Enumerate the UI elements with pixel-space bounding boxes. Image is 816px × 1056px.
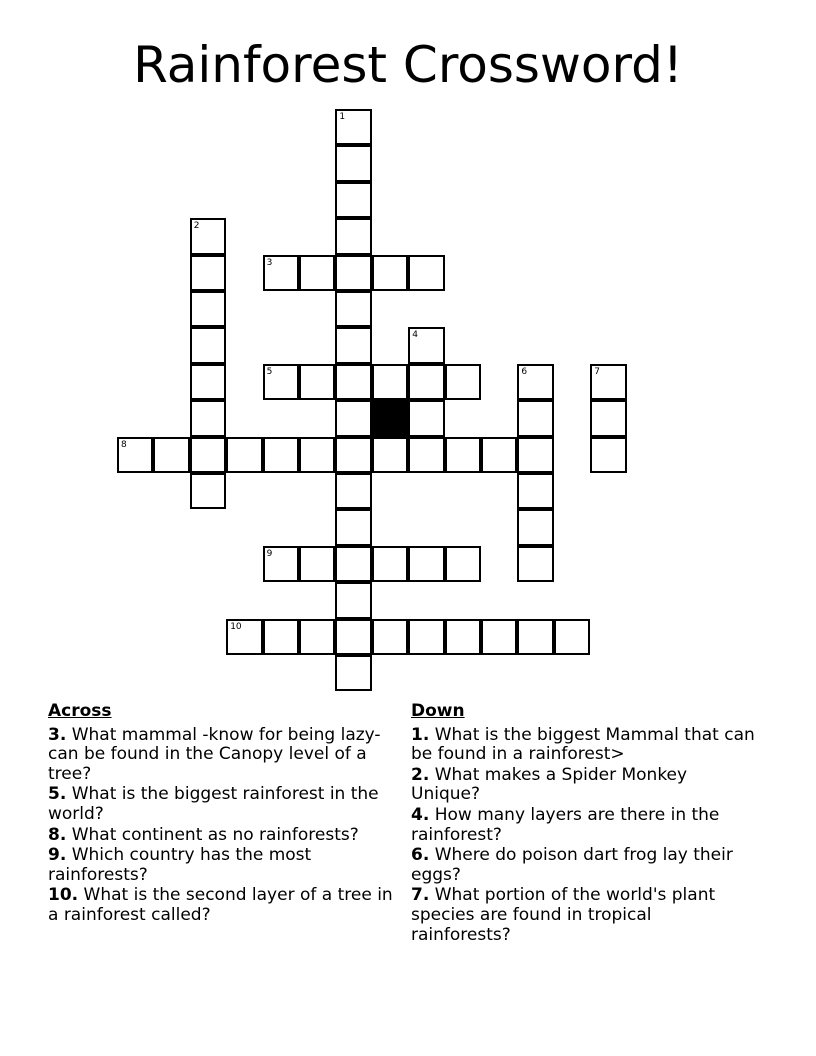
grid-cell[interactable] [190, 255, 226, 291]
grid-cell[interactable] [299, 437, 335, 473]
grid-cell[interactable] [263, 619, 299, 655]
grid-cell[interactable] [190, 437, 226, 473]
across-clue [48, 726, 393, 785]
grid-cell[interactable] [153, 437, 189, 473]
grid-cell[interactable] [445, 364, 481, 400]
grid-cell[interactable] [517, 400, 553, 436]
crossword-grid [117, 109, 627, 691]
down-clues [411, 702, 756, 946]
clue-text: Where do poison dart frog lay their eggs? [411, 845, 733, 885]
grid-cell[interactable] [226, 619, 262, 655]
clue-number-label: 10 [230, 621, 242, 632]
grid-cell[interactable] [335, 400, 371, 436]
grid-cell[interactable] [190, 364, 226, 400]
down-clue [411, 766, 756, 805]
grid-cell[interactable] [335, 582, 371, 618]
grid-cell[interactable] [481, 619, 517, 655]
grid-cell[interactable] [263, 546, 299, 582]
clue-text: What mammal -know for being lazy- can be found in the Canopy level of a tree? [48, 724, 381, 784]
grid-cell[interactable] [517, 437, 553, 473]
clue-number-label: 6 [521, 366, 528, 377]
grid-cell[interactable] [517, 364, 553, 400]
grid-cell[interactable] [408, 364, 444, 400]
grid-cell[interactable] [335, 473, 371, 509]
grid-cell[interactable] [590, 437, 626, 473]
clue-text: How many layers are there in the rainforest? [411, 804, 720, 845]
across-clue [48, 846, 393, 885]
clue-number: 5. [48, 784, 67, 805]
grid-cell[interactable] [554, 619, 590, 655]
grid-cell[interactable] [590, 364, 626, 400]
clue-number-label: 5 [266, 366, 273, 377]
grid-cell[interactable] [190, 291, 226, 327]
clue-number: 1. [411, 724, 430, 745]
clue-number-label: 8 [121, 439, 127, 450]
clue-number-label: 7 [594, 366, 600, 377]
grid-cell[interactable] [117, 437, 153, 473]
clue-text: Which country has the most rainforests? [48, 845, 312, 885]
black-square [372, 400, 408, 436]
grid-cell[interactable] [335, 291, 371, 327]
grid-cell[interactable] [481, 437, 517, 473]
grid-cell[interactable] [408, 400, 444, 436]
grid-cell[interactable] [335, 255, 371, 291]
clue-number: 10. [48, 885, 79, 906]
clue-text: What continent as no rainforests? [71, 824, 359, 845]
clue-number: 4. [411, 804, 430, 825]
grid-cell[interactable] [335, 437, 371, 473]
clue-text: What makes a Spider Monkey Unique? [411, 764, 688, 805]
grid-cell[interactable] [190, 327, 226, 363]
down-heading: Down [411, 701, 465, 721]
grid-cell[interactable] [408, 619, 444, 655]
grid-cell[interactable] [335, 109, 371, 145]
clue-number: 7. [411, 885, 430, 906]
grid-cell[interactable] [299, 255, 335, 291]
across-clue [48, 785, 393, 824]
grid-cell[interactable] [263, 364, 299, 400]
grid-cell[interactable] [445, 619, 481, 655]
grid-cell[interactable] [263, 437, 299, 473]
clue-number: 9. [48, 845, 67, 866]
grid-cell[interactable] [190, 473, 226, 509]
grid-cell[interactable] [335, 619, 371, 655]
page-title: Rainforest Crossword! [133, 36, 683, 94]
grid-cell[interactable] [335, 218, 371, 254]
down-clue [411, 886, 756, 945]
grid-cell[interactable] [299, 619, 335, 655]
grid-cell[interactable] [335, 546, 371, 582]
clue-number: 6. [411, 845, 430, 866]
grid-cell[interactable] [335, 182, 371, 218]
grid-cell[interactable] [263, 255, 299, 291]
clue-number-label: 1 [339, 112, 346, 122]
across-clue [48, 886, 393, 925]
grid-cell[interactable] [372, 546, 408, 582]
down-clue [411, 726, 756, 765]
grid-cell[interactable] [335, 364, 371, 400]
grid-cell[interactable] [372, 364, 408, 400]
clue-text: What is the biggest rainforest in the world? [48, 784, 379, 824]
grid-cell[interactable] [445, 437, 481, 473]
across-clue [48, 826, 393, 846]
down-clue [411, 846, 756, 885]
grid-cell[interactable] [445, 546, 481, 582]
clue-text: What is the biggest Mammal that can be found in a rainforest> [411, 724, 755, 765]
grid-cell[interactable] [299, 364, 335, 400]
grid-cell[interactable] [590, 400, 626, 436]
clue-number: 3. [48, 724, 67, 745]
grid-cell[interactable] [517, 509, 553, 545]
clue-text: What portion of the world's plant species are found in tropical rainforests? [411, 885, 716, 945]
grid-cell[interactable] [408, 437, 444, 473]
grid-cell[interactable] [226, 437, 262, 473]
grid-cell[interactable] [408, 255, 444, 291]
grid-cell[interactable] [517, 619, 553, 655]
grid-cell[interactable] [517, 546, 553, 582]
clue-number: 8. [48, 824, 67, 845]
clue-number-label: 2 [193, 221, 200, 232]
clue-number-label: 3 [266, 257, 273, 268]
grid-cell[interactable] [372, 255, 408, 291]
clue-number-label: 4 [412, 330, 418, 341]
clue-number: 2. [411, 764, 430, 785]
grid-cell[interactable] [190, 400, 226, 436]
grid-cell[interactable] [335, 327, 371, 363]
across-heading: Across [48, 701, 112, 721]
across-clues [48, 702, 393, 927]
grid-cell[interactable] [408, 546, 444, 582]
grid-cell[interactable] [372, 437, 408, 473]
grid-cell[interactable] [517, 473, 553, 509]
grid-cell[interactable] [335, 655, 371, 691]
grid-cell[interactable] [335, 509, 371, 545]
grid-cell[interactable] [335, 145, 371, 181]
grid-cell[interactable] [299, 546, 335, 582]
grid-cell[interactable] [190, 218, 226, 254]
grid-cell[interactable] [372, 619, 408, 655]
down-clue [411, 806, 756, 845]
clue-text: What is the second layer of a tree in a rainforest called? [48, 885, 393, 925]
grid-cell[interactable] [408, 327, 444, 363]
clue-number-label: 9 [266, 548, 273, 559]
